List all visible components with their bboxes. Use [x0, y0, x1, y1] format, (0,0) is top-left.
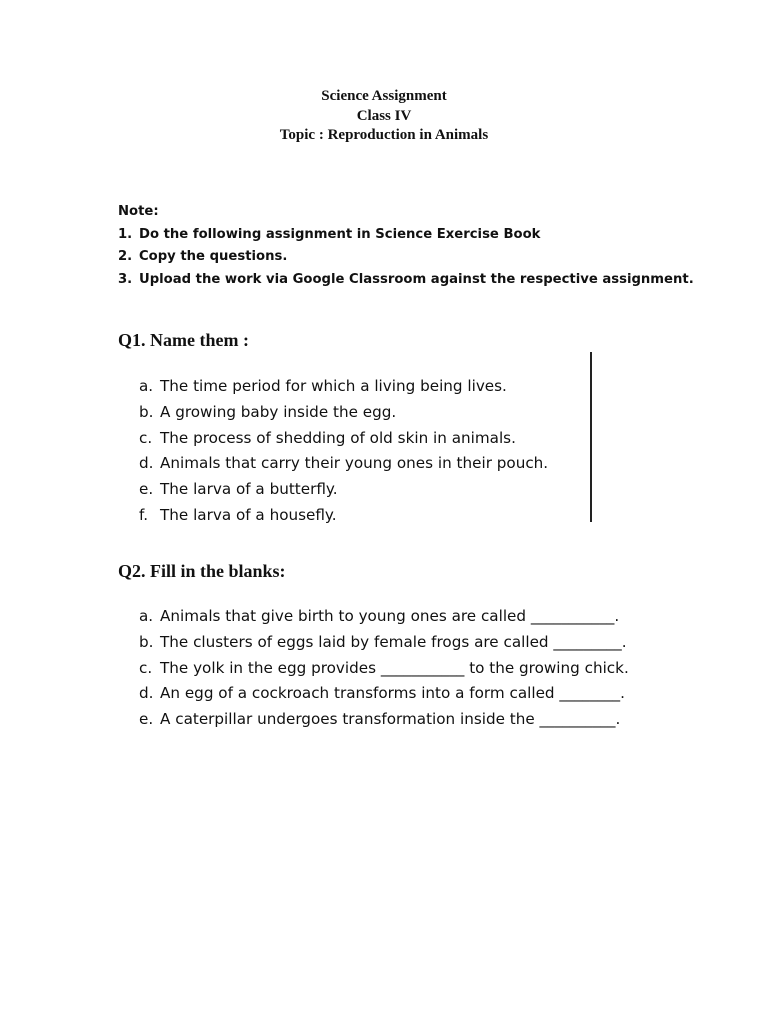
- q1-item-text: The process of shedding of old skin in animals.: [160, 428, 516, 447]
- q1-item-letter: b.: [139, 402, 154, 421]
- q2-item-text: The yolk in the egg provides ___________ to the growing chick.: [160, 658, 629, 677]
- q1-item: [139, 426, 548, 452]
- note-item-number: 3.: [118, 271, 133, 287]
- vertical-divider-line: [590, 352, 592, 522]
- q2-item-letter: a.: [139, 607, 154, 625]
- note-item: [118, 269, 694, 292]
- q2-item-text: Animals that give birth to young ones are called ___________.: [160, 607, 620, 625]
- q1-item: [139, 374, 548, 400]
- note-item: [118, 246, 694, 269]
- q1-item-letter: c.: [139, 428, 153, 447]
- q1-item: [139, 451, 548, 477]
- q2-item: [139, 630, 629, 656]
- q2-item-letter: d.: [139, 684, 154, 703]
- q2-heading: Q2. Fill in the blanks:: [118, 561, 286, 581]
- q1-list: [139, 374, 548, 529]
- q2-item-letter: b.: [139, 632, 154, 651]
- q1-item-letter: e.: [139, 480, 154, 499]
- assignment-title: Science Assignment: [321, 88, 447, 104]
- q2-item: [139, 604, 629, 630]
- q2-item-text: A caterpillar undergoes transformation inside the __________.: [160, 710, 621, 729]
- note-section: [118, 201, 694, 291]
- note-item-text: Do the following assignment in Science Exercise Book: [139, 226, 541, 242]
- q1-item-letter: a.: [139, 377, 154, 395]
- q2-item-letter: c.: [139, 658, 153, 677]
- q1-item-letter: d.: [139, 454, 154, 473]
- q2-item: [139, 681, 629, 707]
- note-item: [118, 224, 694, 247]
- note-item-number: 2.: [118, 249, 133, 264]
- note-item-text: Copy the questions.: [139, 249, 288, 264]
- note-title: Note:: [118, 204, 159, 219]
- q2-item-text: The clusters of eggs laid by female frogs are called _________.: [160, 632, 627, 651]
- q2-item: [139, 707, 629, 733]
- q2-item-text: An egg of a cockroach transforms into a form called ________.: [160, 684, 625, 703]
- q1-heading: Q1. Name them :: [118, 330, 249, 350]
- note-item-number: 1.: [118, 226, 133, 242]
- q1-item-text: A growing baby inside the egg.: [160, 402, 397, 421]
- class-label: Class IV: [356, 107, 412, 124]
- document-header: [0, 87, 768, 146]
- note-item-text: Upload the work via Google Classroom against the respective assignment.: [139, 271, 694, 287]
- q1-item-letter: f.: [139, 505, 149, 524]
- q1-item: [139, 477, 548, 503]
- q1-item: [139, 400, 548, 426]
- topic-label: Topic : Reproduction in Animals: [279, 127, 489, 143]
- q1-item-text: The larva of a butterfly.: [160, 480, 338, 499]
- q2-item: [139, 656, 629, 682]
- q2-list: [139, 604, 629, 733]
- q1-item-text: The time period for which a living being lives.: [160, 377, 507, 395]
- q1-item: [139, 503, 548, 529]
- q1-item-text: Animals that carry their young ones in their pouch.: [160, 454, 549, 473]
- q2-item-letter: e.: [139, 710, 154, 729]
- q1-item-text: The larva of a housefly.: [160, 505, 337, 524]
